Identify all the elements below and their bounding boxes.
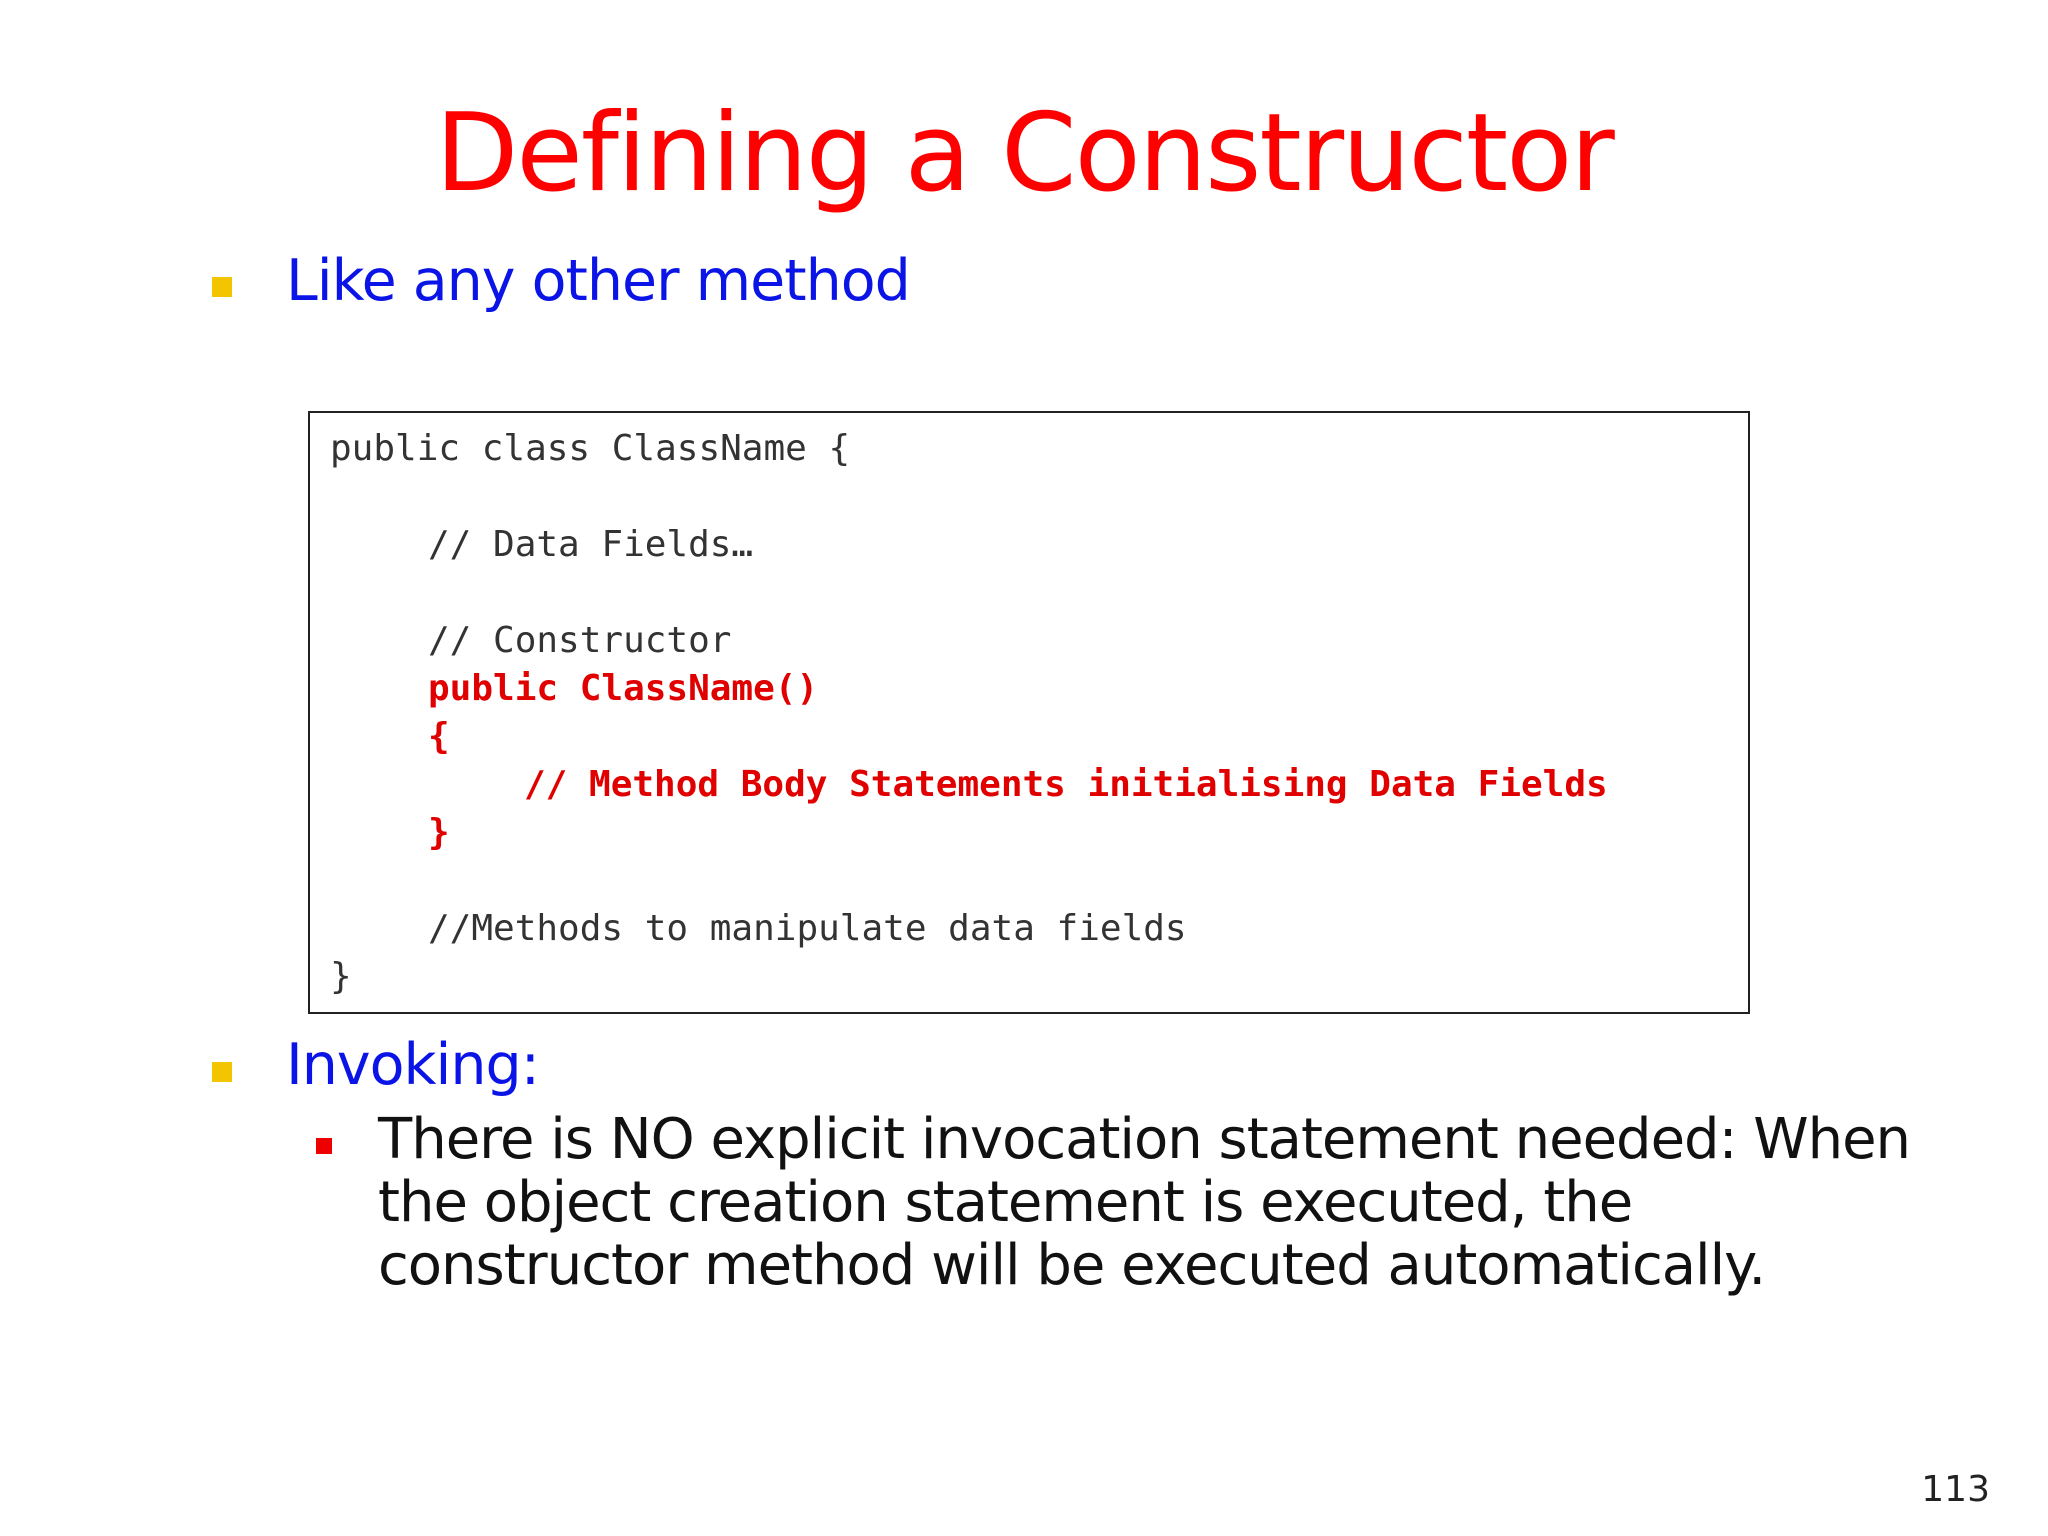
slide-title: Defining a Constructor (435, 91, 1613, 216)
bullet-invoking: Invoking: (286, 1032, 539, 1098)
code-comment: // Data Fields… (428, 524, 754, 565)
code-constructor-body: // Method Body Statements initialising Data Fields (524, 764, 1608, 805)
code-comment: //Methods to manipulate data fields (428, 908, 1187, 949)
sub-bullet-invocation-text: There is NO explicit invocation statement needed: When the object creation statement is executed, the constructor method will be executed automatically. (378, 1107, 1911, 1298)
code-line: public class ClassName { (330, 428, 851, 469)
sub-bullet-marker-icon (316, 1138, 332, 1154)
bullet-marker-icon (212, 277, 232, 297)
code-comment: // Constructor (428, 620, 732, 661)
code-open-brace: { (428, 716, 450, 757)
code-line: } (330, 956, 352, 997)
code-block (308, 411, 1750, 1014)
code-close-brace: } (428, 812, 450, 853)
code-constructor-signature: public ClassName() (428, 668, 819, 709)
bullet-like-any-other-method: Like any other method (286, 248, 910, 314)
page-number: 113 (1921, 1469, 1990, 1510)
bullet-marker-icon (212, 1062, 232, 1082)
